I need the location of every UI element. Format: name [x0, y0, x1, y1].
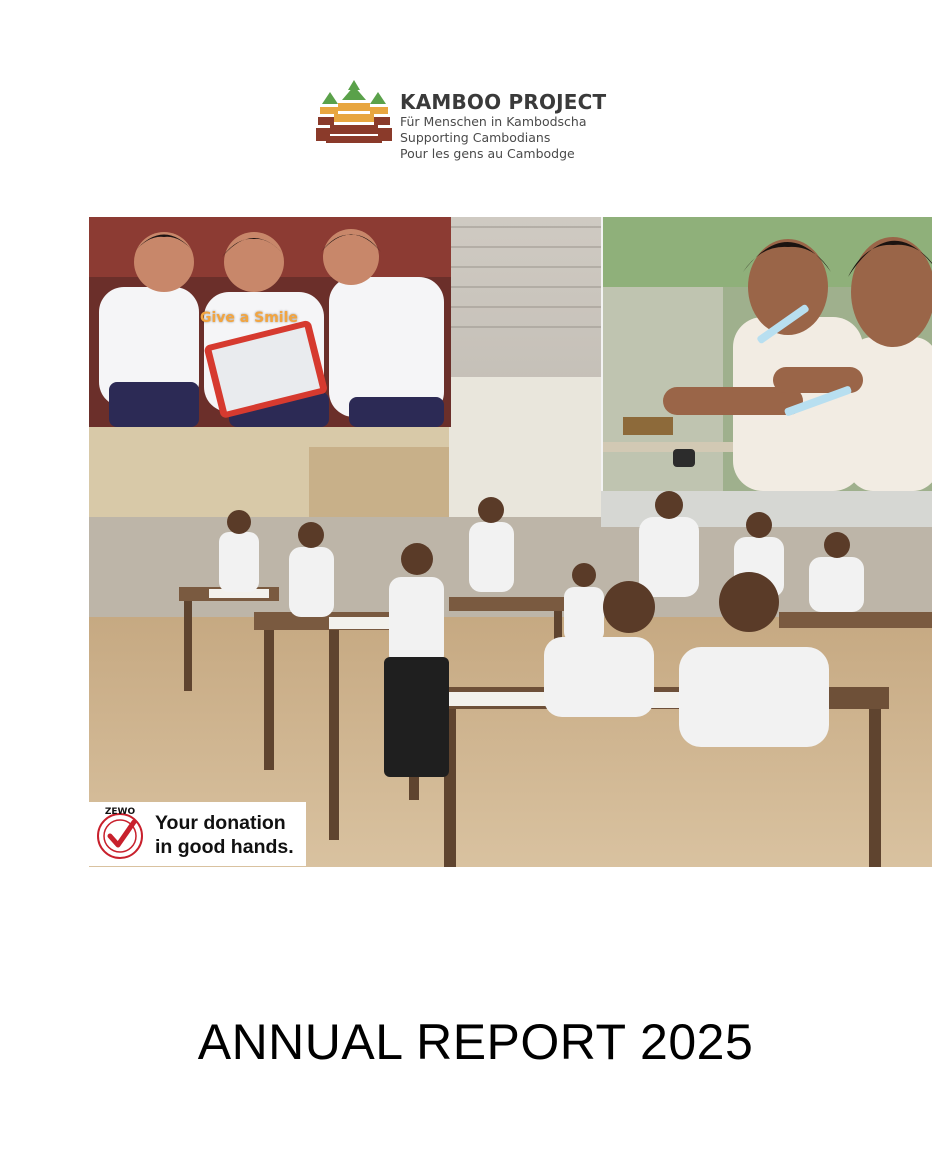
- donation-line-2: in good hands.: [155, 836, 294, 858]
- logo-tagline-de: Für Menschen in Kambodscha: [400, 114, 587, 129]
- zewo-badge: [89, 802, 306, 866]
- kamboo-logo: [316, 78, 616, 170]
- donation-line-1: Your donation: [155, 812, 286, 834]
- logo-tagline-en: Supporting Cambodians: [400, 130, 551, 145]
- zewo-seal-text: ZEWO: [104, 807, 136, 817]
- pagoda-logo-icon: [316, 78, 392, 148]
- zewo-seal-icon: [92, 806, 148, 862]
- logo-title: KAMBOO PROJECT: [400, 90, 607, 114]
- report-title: ANNUAL REPORT 2025: [197, 1014, 754, 1070]
- photo-collage: [89, 217, 932, 867]
- reading-children-photo: [89, 217, 451, 427]
- give-a-smile-overlay: Give a Smile: [200, 310, 298, 326]
- toothbrushing-children-photo: [601, 217, 932, 491]
- logo-tagline-fr: Pour les gens au Cambodge: [400, 146, 575, 161]
